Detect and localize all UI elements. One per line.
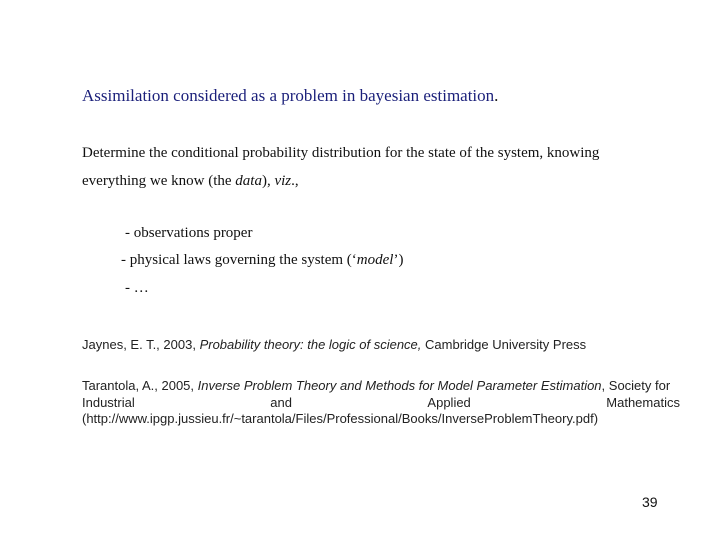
- reference-jaynes-publisher: Cambridge University Press: [421, 337, 587, 352]
- intro-text-b: ),: [261, 173, 275, 189]
- intro-viz-italic: viz: [274, 173, 292, 189]
- reference-word: Applied: [427, 395, 471, 410]
- reference-jaynes-author: Jaynes, E. T., 2003,: [82, 337, 200, 352]
- reference-tarantola-url: (http://www.ipgp.jussieu.fr/~tarantola/Files/Professional/Books/InverseProblemTheory.pdf): [82, 411, 599, 426]
- reference-tarantola-author: Tarantola, A., 2005,: [82, 378, 198, 393]
- reference-tarantola-society: , Society for: [601, 378, 671, 393]
- intro-line-2: [82, 173, 299, 190]
- bullet-physical-laws-text: - physical laws governing the system (‘: [121, 252, 357, 268]
- slide-title-period: .: [494, 86, 499, 105]
- reference-jaynes-title: Probability theory: the logic of science,: [199, 337, 422, 352]
- reference-word: and: [270, 395, 292, 410]
- reference-word: Industrial: [82, 395, 135, 410]
- bullet-physical-laws-end: ’): [393, 252, 404, 268]
- bullet-observations: - observations proper: [125, 225, 253, 241]
- bullet-ellipsis: - …: [125, 280, 149, 296]
- slide-title: [82, 86, 498, 106]
- intro-text-a: everything we know (the: [82, 173, 236, 189]
- page-number: 39: [642, 494, 658, 510]
- bullet-physical-laws: [121, 252, 403, 269]
- slide-title-text: Assimilation considered as a problem in bayesian estimation: [82, 86, 495, 105]
- reference-word: Mathematics: [606, 395, 680, 410]
- reference-jaynes: [82, 337, 586, 352]
- intro-line-1: Determine the conditional probability distribution for the state of the system, knowing: [82, 145, 600, 161]
- intro-text-c: .,: [291, 173, 299, 189]
- reference-tarantola-line-2: [82, 395, 680, 410]
- bullet-model-italic: model: [356, 252, 394, 268]
- reference-tarantola-line-1: [82, 378, 670, 393]
- intro-data-italic: data: [235, 173, 262, 189]
- reference-tarantola-title: Inverse Problem Theory and Methods for Model Parameter Estimation: [197, 378, 602, 393]
